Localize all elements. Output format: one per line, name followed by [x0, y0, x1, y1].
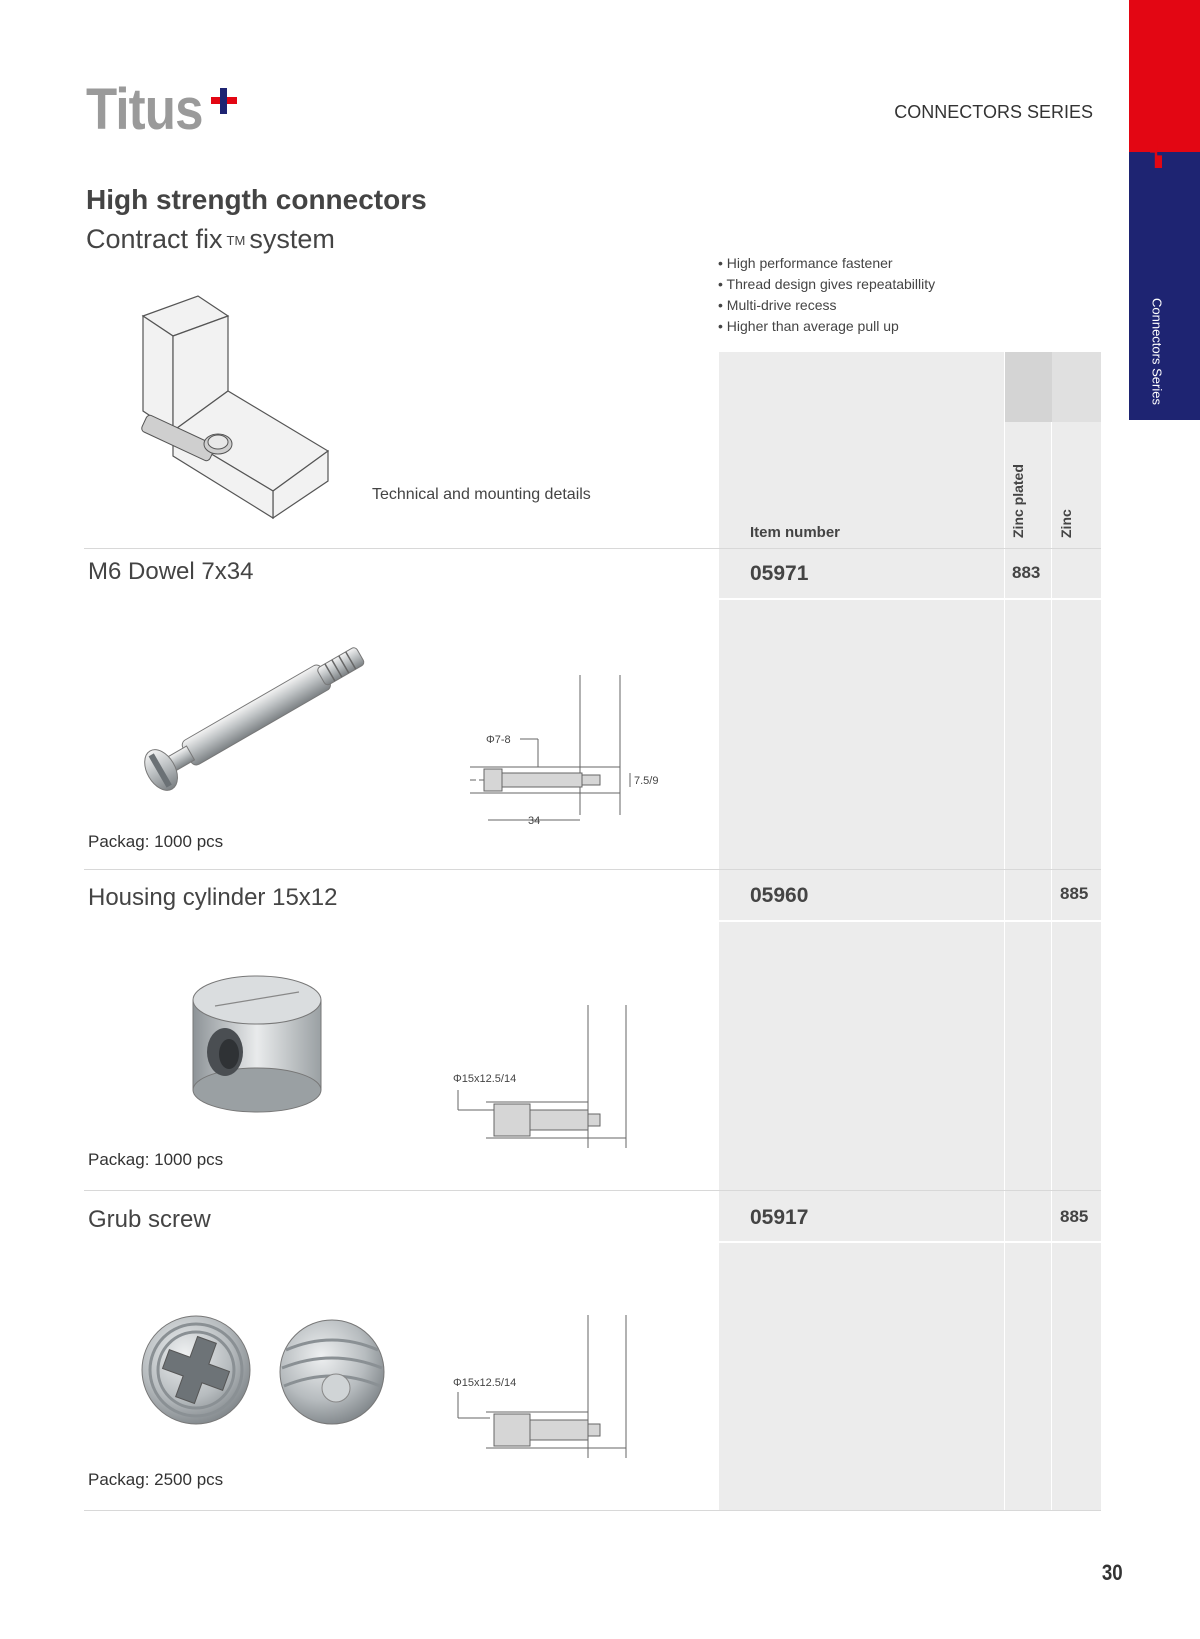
- logo-plus-icon: [211, 88, 237, 114]
- grub-screw-photo: [140, 1310, 400, 1430]
- divider: [84, 1190, 1101, 1191]
- page-subtitle: [86, 224, 335, 255]
- package-info: Packag: 2500 pcs: [88, 1470, 224, 1489]
- feature-item: • Multi-drive recess: [718, 295, 935, 316]
- feature-item: • Thread design gives repeatabillity: [718, 274, 935, 295]
- zinc-swatch: [1052, 352, 1101, 422]
- zinc-plated-swatch: [1005, 352, 1052, 422]
- row-separator: [719, 1241, 1101, 1243]
- tech-details-label: Technical and mounting details: [372, 486, 591, 503]
- side-tab-label: Connectors Series: [1149, 298, 1165, 405]
- product-name: M6 Dowel 7x34: [88, 558, 254, 585]
- assembly-illustration: [138, 296, 338, 521]
- row-separator: [719, 920, 1101, 922]
- housing-cylinder-diagram: [450, 1000, 650, 1160]
- side-tab-red: [1129, 0, 1200, 152]
- subtitle-system-word: system: [249, 224, 335, 254]
- dowel-photo: [115, 620, 415, 800]
- subtitle-system-name: Contract fix: [86, 224, 223, 254]
- housing-cylinder-photo: [185, 970, 345, 1120]
- feature-list: [718, 253, 935, 337]
- trademark-mark: TM: [226, 233, 246, 248]
- feature-item: • Higher than average pull up: [718, 316, 935, 337]
- item-number-header: Item number: [750, 524, 841, 541]
- item-number: 05971: [750, 562, 809, 585]
- zinc-code: 885: [1060, 1207, 1089, 1226]
- zinc-plated-header: Zinc plated: [1010, 464, 1026, 538]
- item-number: 05960: [750, 884, 809, 907]
- series-label: CONNECTORS SERIES: [894, 102, 1093, 122]
- page-number: 30: [1101, 1560, 1123, 1585]
- item-number: 05917: [750, 1206, 809, 1229]
- divider: [84, 548, 1101, 549]
- divider: [84, 869, 1101, 870]
- housing-diameter-label: Φ15x12.5/14: [453, 1073, 517, 1085]
- package-info: Packag: 1000 pcs: [88, 1150, 224, 1169]
- zinc-code: 885: [1060, 884, 1089, 903]
- dowel-diameter-label: Φ7-8: [486, 734, 511, 746]
- dowel-height-label: 7.5/9: [634, 775, 659, 787]
- page-title: High strength connectors: [86, 184, 427, 215]
- product-name: Housing cylinder 15x12: [88, 884, 338, 911]
- package-info: Packag: 1000 pcs: [88, 832, 224, 851]
- row-separator: [719, 598, 1101, 600]
- dowel-diagram: [470, 665, 670, 835]
- grub-diameter-label: Φ15x12.5/14: [453, 1377, 517, 1389]
- titus-logo: Titus: [86, 77, 203, 142]
- product-name: Grub screw: [88, 1206, 211, 1233]
- zinc-header: Zinc: [1058, 509, 1074, 538]
- feature-item: • High performance fastener: [718, 253, 935, 274]
- dowel-length-label: 34: [528, 815, 541, 827]
- grub-screw-diagram: [450, 1310, 650, 1470]
- divider: [84, 1510, 1101, 1511]
- zinc-plated-code: 883: [1012, 563, 1041, 582]
